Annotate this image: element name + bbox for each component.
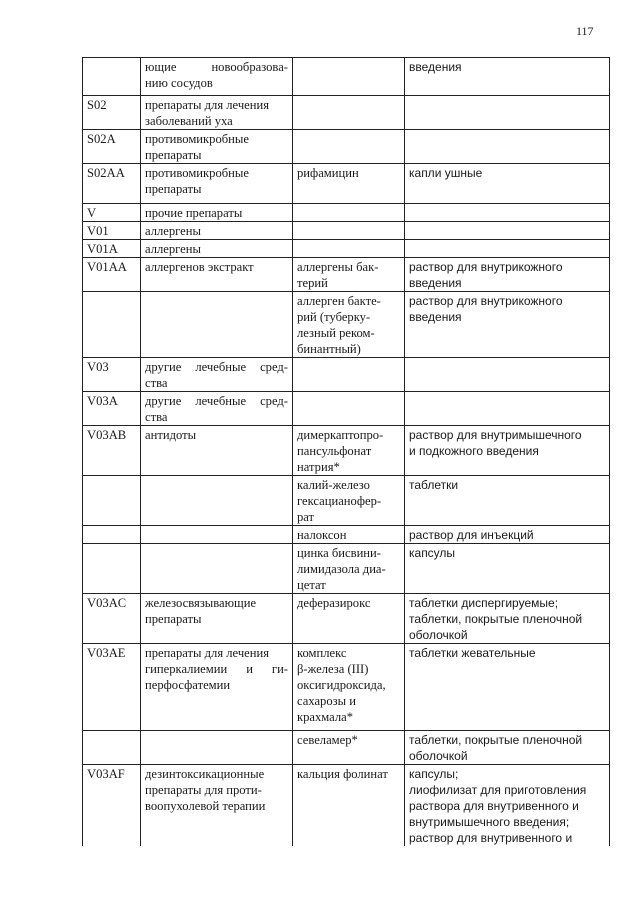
atc-code: V01 [87,224,109,238]
page-number: 117 [576,24,594,38]
dosage-form-line: таблетки жевательные [409,646,536,660]
inn-line: β-железа (III) [297,662,369,676]
dosage-form-cell [405,476,610,526]
atc-code-cell [83,164,141,204]
group-name-cell [141,358,293,392]
dosage-form-line: таблетки диспергируемые; [409,596,559,610]
table-row [83,426,610,476]
atc-code-cell [83,358,141,392]
group-name-line: аллергенов экстракт [145,260,254,274]
dosage-form-cell [405,130,610,164]
inn-cell [293,594,405,644]
inn-line: цинка бисвини- [297,546,381,560]
inn-cell [293,164,405,204]
dosage-form-line: введения [409,310,462,324]
table-row [83,765,610,847]
table-row [83,358,610,392]
inn-line: пансульфонат [297,444,372,458]
group-name-cell [141,544,293,594]
dosage-form-cell [405,204,610,222]
inn-line: рий (туберку- [297,310,371,324]
dosage-form-line: таблетки [409,478,459,492]
atc-code-cell [83,594,141,644]
dosage-form-line: раствор для внутривенного и [409,831,573,845]
group-name-line: препараты для проти- [145,783,262,797]
table-row [83,240,610,258]
dosage-form-line: раствор для внутрикожного [409,260,563,274]
group-name-line: препараты для лечения [145,646,270,660]
dosage-form-line: введения [409,276,462,290]
dosage-form-line: и подкожного введения [409,444,539,458]
atc-code-cell [83,96,141,130]
table-row [83,204,610,222]
table-row [83,476,610,526]
group-name-cell [141,130,293,164]
atc-code: S02 [87,98,107,112]
dosage-form-cell [405,258,610,292]
inn-line: аллерген бакте- [297,294,381,308]
atc-code-cell [83,292,141,358]
dosage-form-line: раствор для внутримышечного [409,428,582,442]
dosage-form-line: раствора для внутривенного и [409,799,579,813]
group-name-line: ющие новообразова- [145,60,288,74]
inn-line: оксигидроксида, [297,678,386,692]
atc-code-cell [83,130,141,164]
atc-code-cell [83,526,141,544]
atc-code-cell [83,731,141,765]
inn-cell [293,426,405,476]
group-name-cell [141,392,293,426]
dosage-form-cell [405,765,610,847]
inn-line: рифамицин [297,166,359,180]
inn-line: рат [297,510,315,524]
inn-cell [293,222,405,240]
table-row [83,544,610,594]
dosage-form-cell [405,240,610,258]
inn-line: кальция фолинат [297,767,388,781]
table-row [83,96,610,130]
inn-line: комплекс [297,646,347,660]
inn-line: крахмала* [297,710,354,724]
group-name-line: препараты [145,182,202,196]
inn-line: налоксон [297,528,347,542]
inn-line: димеркаптопро- [297,428,384,442]
inn-line: цетат [297,578,326,592]
dosage-form-cell [405,731,610,765]
inn-line: натрия* [297,460,340,474]
group-name-line: ства [145,376,168,390]
dosage-form-cell [405,594,610,644]
dosage-form-cell [405,164,610,204]
group-name-line: противомикробные [145,166,249,180]
group-name-line: дезинтоксикационные [145,767,265,781]
dosage-form-line: раствор для внутрикожного [409,294,563,308]
group-name-line: препараты [145,148,202,162]
group-name-cell [141,222,293,240]
group-name-line: аллергены [145,224,201,238]
inn-cell [293,130,405,164]
atc-code-cell [83,258,141,292]
inn-cell [293,258,405,292]
table-row [83,292,610,358]
atc-code-cell [83,426,141,476]
atc-code: V [87,206,97,220]
inn-cell [293,292,405,358]
atc-code-cell [83,544,141,594]
inn-line: деферазирокс [297,596,371,610]
inn-line: лимидазола диа- [297,562,386,576]
group-name-cell [141,58,293,96]
atc-code-cell [83,58,141,96]
atc-code: S02AA [87,166,125,180]
inn-line: гексацианофер- [297,494,382,508]
table-row [83,392,610,426]
group-name-line: нию сосудов [145,76,213,90]
inn-line: аллергены бак- [297,260,379,274]
group-name-line: противомикробные [145,132,249,146]
dosage-form-cell [405,292,610,358]
inn-line: бинантный) [297,342,361,356]
atc-code: V01AA [87,260,127,274]
table-row [83,731,610,765]
atc-code: V03 [87,360,109,374]
atc-code-cell [83,222,141,240]
dosage-form-line: таблетки, покрытые пленочной [409,733,583,747]
atc-code-cell [83,240,141,258]
group-name-line: воопухолевой терапии [145,799,266,813]
dosage-form-line: введения [409,60,462,74]
table-row [83,594,610,644]
table-row [83,164,610,204]
group-name-cell [141,731,293,765]
inn-cell [293,526,405,544]
atc-code: V03AE [87,646,126,660]
dosage-form-cell [405,426,610,476]
atc-code-cell [83,765,141,847]
atc-code: V03AC [87,596,127,610]
group-name-line: другие лечебные сред- [145,360,288,374]
group-name-cell [141,240,293,258]
group-name-line: другие лечебные сред- [145,394,288,408]
dosage-form-line: капсулы; [409,767,459,781]
inn-cell [293,476,405,526]
dosage-form-line: лиофилизат для приготовления [409,783,587,797]
group-name-line: гиперкалиемии и ги- [145,662,288,676]
group-name-line: ства [145,410,168,424]
group-name-cell [141,765,293,847]
inn-line: терий [297,276,328,290]
table-row [83,258,610,292]
dosage-form-cell [405,644,610,731]
dosage-form-line: оболочкой [409,628,468,642]
group-name-cell [141,258,293,292]
dosage-form-cell [405,58,610,96]
group-name-line: антидоты [145,428,197,442]
dosage-form-cell [405,96,610,130]
group-name-cell [141,292,293,358]
dosage-form-cell [405,222,610,240]
dosage-form-cell [405,526,610,544]
group-name-line: препараты [145,612,202,626]
inn-cell [293,358,405,392]
inn-cell [293,392,405,426]
inn-line: сахарозы и [297,694,356,708]
group-name-cell [141,594,293,644]
dosage-form-cell [405,544,610,594]
inn-cell [293,765,405,847]
inn-cell [293,731,405,765]
atc-code-cell [83,644,141,731]
atc-code-cell [83,476,141,526]
group-name-line: железосвязывающие [145,596,257,610]
table-row [83,222,610,240]
inn-line: лезный реком- [297,326,375,340]
dosage-form-cell [405,392,610,426]
inn-cell [293,204,405,222]
inn-cell [293,58,405,96]
group-name-cell [141,204,293,222]
group-name-line: перфосфатемии [145,678,231,692]
inn-cell [293,544,405,594]
inn-cell [293,96,405,130]
group-name-cell [141,476,293,526]
dosage-form-line: капли ушные [409,166,483,180]
dosage-form-line: капсулы [409,546,456,560]
dosage-form-line: оболочкой [409,749,468,763]
group-name-cell [141,164,293,204]
inn-line: калий-железо [297,478,370,492]
inn-line: севеламер* [297,733,358,747]
table-row [83,58,610,96]
inn-cell [293,240,405,258]
dosage-form-line: раствор для инъекций [409,528,534,542]
atc-code: V01A [87,242,118,256]
group-name-line: аллергены [145,242,201,256]
dosage-form-cell [405,358,610,392]
atc-code-cell [83,204,141,222]
group-name-cell [141,526,293,544]
table-row [83,130,610,164]
table-row [83,644,610,731]
group-name-line: прочие препараты [145,206,243,220]
group-name-cell [141,644,293,731]
group-name-cell [141,96,293,130]
atc-code: V03A [87,394,118,408]
atc-code: V03AB [87,428,127,442]
table-row [83,526,610,544]
group-name-line: препараты для лечения [145,98,270,112]
inn-cell [293,644,405,731]
drug-table [82,57,610,846]
group-name-line: заболеваний уха [145,114,233,128]
dosage-form-line: внутримышечного введения; [409,815,570,829]
atc-code-cell [83,392,141,426]
atc-code: S02A [87,132,116,146]
dosage-form-line: таблетки, покрытые пленочной [409,612,583,626]
group-name-cell [141,426,293,476]
atc-code: V03AF [87,767,125,781]
